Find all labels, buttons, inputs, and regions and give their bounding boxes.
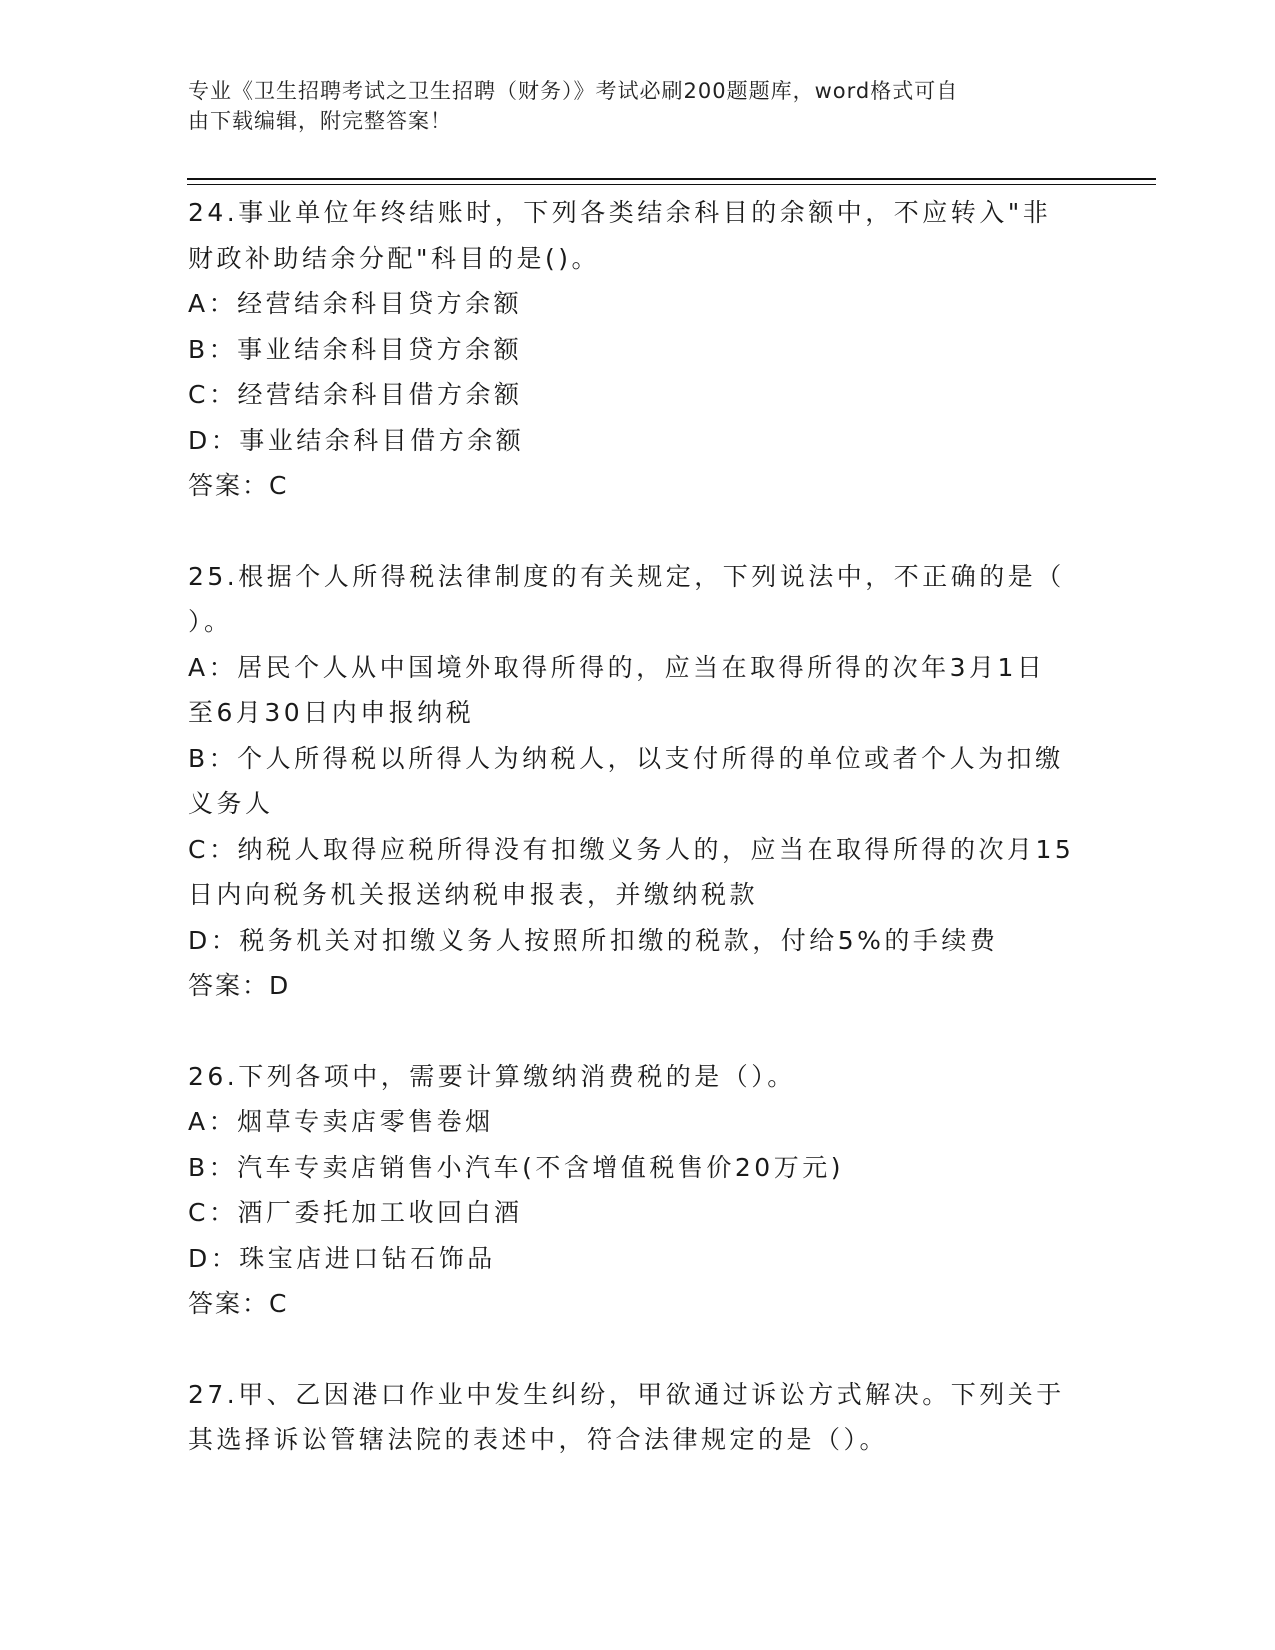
option-b: B：个人所得税以所得人为纳税人，以支付所得的单位或者个人为扣缴 [188,743,1064,773]
option-c: 日内向税务机关报送纳税申报表，并缴纳税款 [188,880,759,909]
question-stem: 27.甲、乙因港口作业中发生纠纷，甲欲通过诉讼方式解决。下列关于 [188,1379,1065,1409]
question-block-27 [188,1372,1088,1463]
option-d: D：税务机关对扣缴义务人按照所扣缴的税款，付给5%的手续费 [188,925,999,955]
header-rule-thin [187,184,1156,185]
question-block-25 [188,554,1088,1009]
option-a: 至6月30日内申报纳税 [188,698,475,727]
option-d: D：珠宝店进口钻石饰品 [188,1243,496,1273]
question-stem: 其选择诉讼管辖法院的表述中，符合法律规定的是（）。 [188,1425,889,1454]
question-stem: 26.下列各项中，需要计算缴纳消费税的是（）。 [188,1061,796,1091]
question-block-26 [188,1054,1088,1327]
option-a: A：烟草专卖店零售卷烟 [188,1107,494,1136]
header-rule-thick [187,178,1156,180]
answer-label: 答案：C [188,471,289,500]
option-a: A：居民个人从中国境外取得所得的，应当在取得所得的次年3月1日 [188,652,1046,682]
question-stem: 财政补助结余分配"科目的是()。 [188,243,601,273]
header-line: 由下载编辑，附完整答案！ [188,109,452,133]
question-block-24 [188,190,1088,509]
question-stem: 24.事业单位年终结账时，下列各类结余科目的余额中，不应转入"非 [188,198,1052,227]
document-header [188,76,1088,136]
question-stem: ）。 [188,607,233,636]
option-d: D：事业结余科目借方余额 [188,425,525,455]
answer-label: 答案：D [188,971,291,1000]
option-b: B：事业结余科目贷方余额 [188,334,523,364]
header-line: 专业《卫生招聘考试之卫生招聘（财务）》考试必刷200题题库，word格式可自 [188,79,959,103]
question-stem: 25.根据个人所得税法律制度的有关规定，下列说法中，不正确的是（ [188,561,1065,591]
option-b: B：汽车专卖店销售小汽车(不含增值税售价20万元) [188,1152,844,1182]
question-list [188,190,1088,1463]
option-b: 义务人 [188,789,274,818]
option-c: C：经营结余科目借方余额 [188,380,523,409]
option-c: C：纳税人取得应税所得没有扣缴义务人的，应当在取得所得的次月15 [188,834,1075,864]
option-c: C：酒厂委托加工收回白酒 [188,1198,523,1227]
answer-label: 答案：C [188,1289,289,1318]
option-a: A：经营结余科目贷方余额 [188,289,523,318]
